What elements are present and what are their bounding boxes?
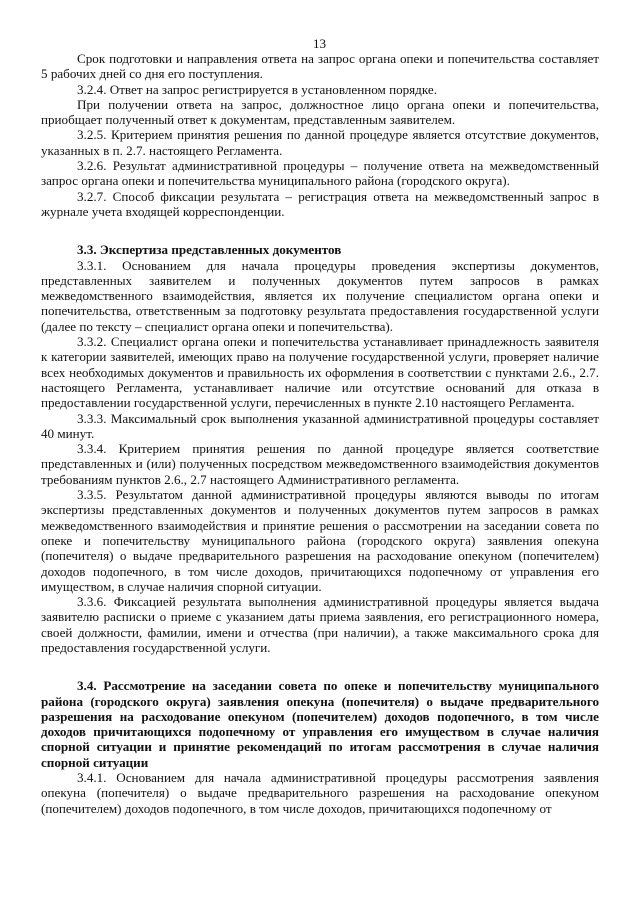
paragraph-3-3-6: 3.3.6. Фиксацией результата выполнения административной процедуры является выдача заявителю расписки о приеме с указанием даты приема заявления, его регистрационного номера, своей должности, фамилии, имени и отчества (при наличии), а также максимального срока для предоставления государственной услуги. (41, 594, 599, 655)
section-3-4-heading: 3.4. Рассмотрение на заседании совета по опеке и попечительству муниципального района (городского округа) заявления опекуна (попечителя) о выдаче предварительного разрешения на расходование опекуном (попечителем) доходов подопечного, в том числе доходов причитающихся подопечному от управления его имуществом в случае наличия спорной ситуации и принятие рекомендаций по итогам рассмотрения в случае наличия спорной ситуации (41, 678, 599, 770)
section-3-3-heading: 3.3. Экспертиза представленных документов (77, 242, 342, 258)
paragraph-3-3-1: 3.3.1. Основанием для начала процедуры проведения экспертизы документов, представленных заявителем и полученных документов путем запросов в рамках межведомственного взаимодействия, является их получение специалистом органа опеки и попечительства, ответственным за подготовку результата предоставления государственной услуги (далее по тексту – специалист органа опеки и попечительства). (41, 257, 599, 334)
paragraph-3-2-6: 3.2.6. Результат административной процедуры – получение ответа на межведомственный запрос органа опеки и попечительства муниципального района (городского округа). (41, 158, 599, 189)
paragraph-3-4-1: 3.4.1. Основанием для начала административной процедуры рассмотрения заявления опекуна (попечителя) о выдаче предварительного разрешения на расходование опекуном (попечителем) доходов подопечного, в том числе доходов, причитающихся подопечному от (41, 770, 599, 816)
section-spacer (41, 655, 599, 678)
paragraph-3-3-5: 3.3.5. Результатом данной административной процедуры являются выводы по итогам экспертизы представленных документов и полученных документов путем запросов в рамках межведомственного взаимодействия и принятие решения о рассмотрении на заседании совета по опеке и попечительству муниципального района (городского округа) заявления опекуна (попечителя) о выдаче предварительного разрешения на расходование опекуном (попечителем) доходов подопечного, в том числе доходов, причитающихся подопечному от управления его имуществом, в случае наличия спорной ситуации. (41, 487, 599, 594)
paragraph-3-3-2: 3.3.2. Специалист органа опеки и попечительства устанавливает принадлежность заявителя к категории заявителей, имеющих право на получение государственной услуги, проверяет наличие всех необходимых документов и правильность их оформления в соответствии с пунктами 2.6., 2.7. настоящего Регламента, устанавливает наличие или отсутствие оснований для отказа в предоставлении государственной услуги, перечисленных в пункте 2.10 настоящего Регламента. (41, 334, 599, 411)
paragraph-response-attach: При получении ответа на запрос, должностное лицо органа опеки и попечительства, приобщает полученный ответ к документам, представленным заявителем. (41, 96, 599, 128)
paragraph-3-3-4: 3.3.4. Критерием принятия решения по данной процедуре является соответствие представленных и (или) полученных посредством межведомственного взаимодействия документов требованиям пунктов 2.6., 2.7 настоящего Административного регламента. (41, 441, 599, 487)
paragraph-3-2-4: 3.2.4. Ответ на запрос регистрируется в установленном порядке. (77, 81, 437, 97)
page-number: 13 (312, 36, 327, 51)
paragraph-3-2-7: 3.2.7. Способ фиксации результата – регистрация ответа на межведомственный запрос в журнале учета входящей корреспонденции. (41, 188, 599, 219)
paragraph-3-2-5: 3.2.5. Критерием принятия решения по данной процедуре является отсутствие документов, указанных в п. 2.7. настоящего Регламента. (41, 127, 599, 158)
page-content (41, 51, 599, 816)
paragraph-response-deadline: Срок подготовки и направления ответа на запрос органа опеки и попечительства составляет 5 рабочих дней со дня его поступления. (41, 51, 599, 82)
paragraph-3-3-3: 3.3.3. Максимальный срок выполнения указанной административной процедуры составляет 40 минут. (41, 410, 599, 441)
section-spacer (41, 219, 599, 242)
